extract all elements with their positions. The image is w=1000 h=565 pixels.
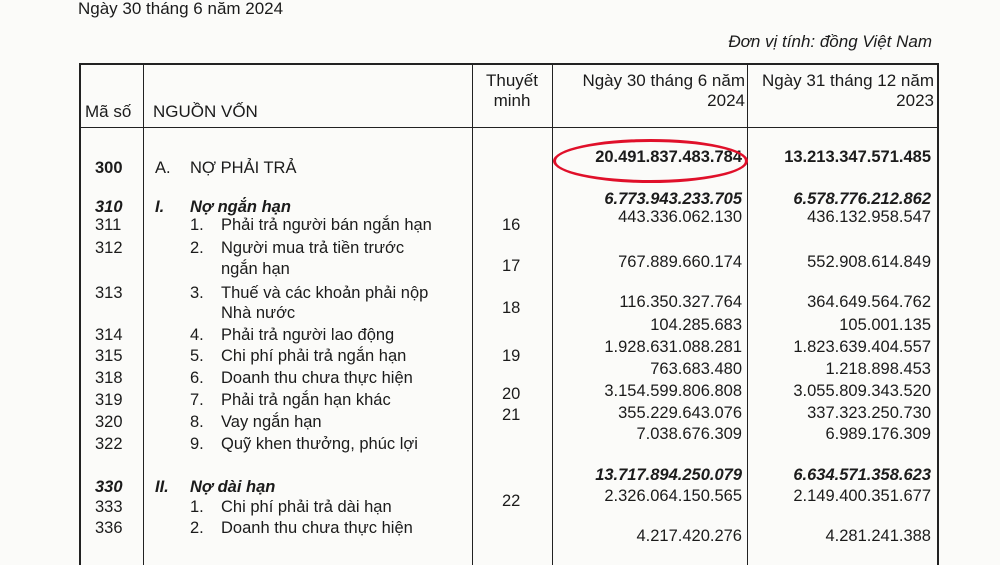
row-number: 2. <box>190 519 204 537</box>
row-code: 313 <box>95 284 123 302</box>
row-label: Người mua trả tiền trước <box>221 239 405 257</box>
row-label: Thuế và các khoản phải nộp <box>221 284 429 302</box>
row-label: Phải trả người bán ngắn hạn <box>221 216 432 234</box>
row-number: 7. <box>190 391 204 409</box>
column-header-prior-period: Ngày 31 tháng 12 năm 2023 <box>761 71 934 110</box>
value-current: 767.889.660.174 <box>618 253 742 271</box>
row-number: 6. <box>190 369 204 387</box>
row-number: 1. <box>190 498 204 516</box>
row-label: Quỹ khen thưởng, phúc lợi <box>221 435 418 453</box>
currency-unit: Đơn vị tính: đồng Việt Nam <box>728 32 932 51</box>
row-number: 2. <box>190 239 204 257</box>
row-number: 1. <box>190 216 204 234</box>
value-current: 6.773.943.233.705 <box>604 190 742 208</box>
row-label-continued: Nhà nước <box>221 304 296 322</box>
value-prior: 6.634.571.358.623 <box>793 466 931 484</box>
value-current: 3.154.599.806.808 <box>604 382 742 400</box>
value-current: 355.229.643.076 <box>618 404 742 422</box>
row-number: 9. <box>190 435 204 453</box>
value-prior: 436.132.958.547 <box>807 208 931 226</box>
header-divider <box>81 127 937 128</box>
column-header-source: NGUỒN VỐN <box>153 102 258 121</box>
row-code: 318 <box>95 369 123 387</box>
row-number: 8. <box>190 413 204 431</box>
row-code: 314 <box>95 326 123 344</box>
row-code: 310 <box>95 198 123 216</box>
row-code: 312 <box>95 239 123 257</box>
value-current: 7.038.676.309 <box>636 425 742 443</box>
row-code: 322 <box>95 435 123 453</box>
row-note: 22 <box>502 492 521 510</box>
row-label: Nợ ngắn hạn <box>190 198 291 216</box>
row-code: 320 <box>95 413 123 431</box>
row-note: 16 <box>502 216 521 234</box>
row-prefix: II. <box>155 478 169 496</box>
row-note: 21 <box>502 406 521 424</box>
row-number: 4. <box>190 326 204 344</box>
row-code: 336 <box>95 519 123 537</box>
row-label: Phải trả ngắn hạn khác <box>221 391 391 409</box>
row-label: Doanh thu chưa thực hiện <box>221 519 413 537</box>
column-header-code: Mã số <box>85 102 132 121</box>
row-code: 333 <box>95 498 123 516</box>
column-divider <box>143 65 144 565</box>
row-number: 5. <box>190 347 204 365</box>
row-note: 20 <box>502 385 521 403</box>
value-current: 104.285.683 <box>650 316 742 334</box>
row-code: 311 <box>95 216 122 234</box>
row-code: 315 <box>95 347 123 365</box>
row-label: Doanh thu chưa thực hiện <box>221 369 413 387</box>
value-current: 116.350.327.764 <box>619 293 742 311</box>
value-current: 4.217.420.276 <box>636 527 742 545</box>
row-label: Vay ngắn hạn <box>221 413 322 431</box>
row-label-continued: ngắn hạn <box>221 260 290 278</box>
value-prior: 6.578.776.212.862 <box>793 190 931 208</box>
value-current: 2.326.064.150.565 <box>604 487 742 505</box>
value-current: 763.683.480 <box>650 360 742 378</box>
row-prefix: I. <box>155 198 165 216</box>
value-prior: 552.908.614.849 <box>807 253 931 271</box>
report-date: Ngày 30 tháng 6 năm 2024 <box>78 0 284 18</box>
value-prior: 13.213.347.571.485 <box>784 148 931 166</box>
column-divider <box>747 65 748 565</box>
row-label: Nợ dài hạn <box>190 478 276 496</box>
row-prefix: A. <box>155 159 171 177</box>
value-prior: 6.989.176.309 <box>825 425 931 443</box>
row-number: 3. <box>190 284 204 302</box>
column-divider <box>472 65 473 565</box>
value-current: 1.928.631.088.281 <box>604 338 742 356</box>
value-prior: 105.001.135 <box>839 316 931 334</box>
row-note: 17 <box>502 257 521 275</box>
row-label: Phải trả người lao động <box>221 326 395 344</box>
row-label: Chi phí phải trả ngắn hạn <box>221 347 407 365</box>
value-prior: 2.149.400.351.677 <box>793 487 931 505</box>
value-current: 443.336.062.130 <box>618 208 742 226</box>
row-note: 19 <box>502 347 521 365</box>
value-prior: 1.218.898.453 <box>825 360 931 378</box>
value-prior: 3.055.809.343.520 <box>793 382 931 400</box>
column-header-current-period: Ngày 30 tháng 6 năm 2024 <box>582 71 745 110</box>
value-prior: 364.649.564.762 <box>807 293 931 311</box>
highlight-circle <box>553 139 748 183</box>
row-note: 18 <box>502 299 521 317</box>
value-prior: 1.823.639.404.557 <box>793 338 931 356</box>
column-header-note: Thuyết minh <box>486 71 538 110</box>
row-label: NỢ PHẢI TRẢ <box>190 159 297 177</box>
value-prior: 4.281.241.388 <box>825 527 931 545</box>
value-current: 13.717.894.250.079 <box>595 466 742 484</box>
column-divider <box>552 65 553 565</box>
row-code: 330 <box>95 478 123 496</box>
row-code: 319 <box>95 391 123 409</box>
value-current: 20.491.837.483.784 <box>595 148 742 166</box>
row-code: 300 <box>95 159 123 177</box>
value-prior: 337.323.250.730 <box>807 404 931 422</box>
row-label: Chi phí phải trả dài hạn <box>221 498 392 516</box>
